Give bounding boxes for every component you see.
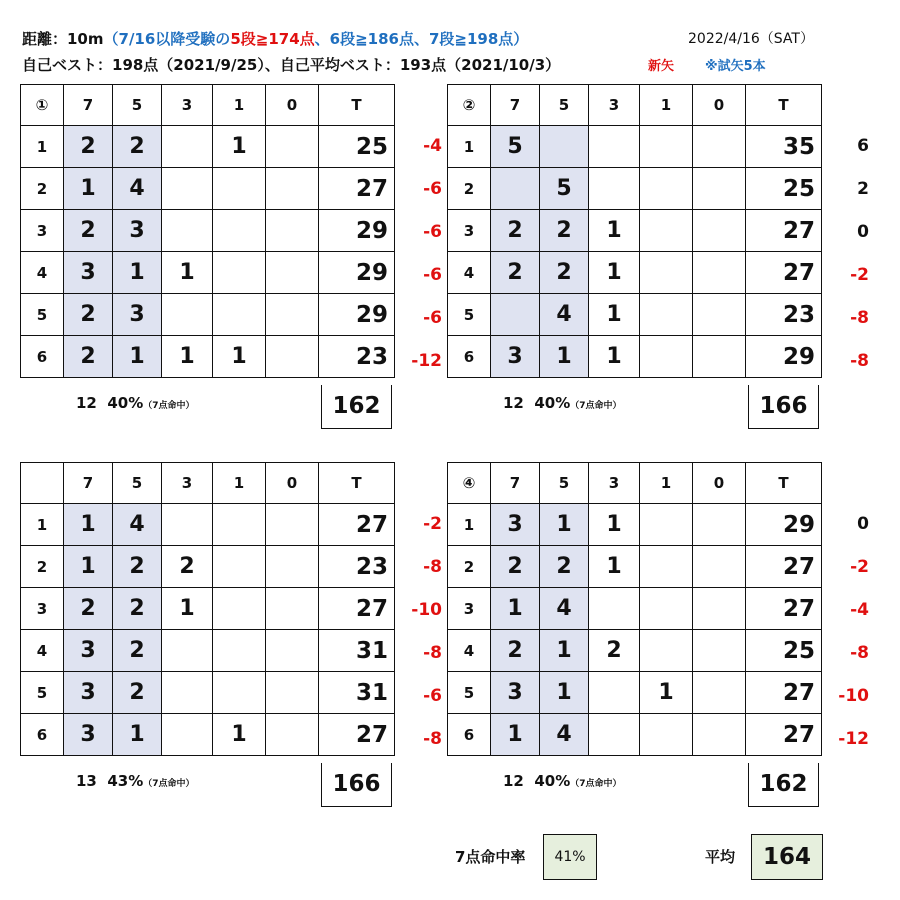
count-7: 2 (64, 210, 113, 252)
end-total: 29 (746, 336, 822, 378)
column-header: T (746, 85, 822, 126)
count-1 (213, 588, 266, 630)
count-3 (589, 168, 640, 210)
count-7: 3 (64, 672, 113, 714)
count-0 (693, 294, 746, 336)
count-1: 1 (213, 126, 266, 168)
column-header: 0 (266, 463, 319, 504)
count-0 (266, 630, 319, 672)
count-7: 3 (64, 630, 113, 672)
exam-note-open: （7/16以降受験の (103, 30, 231, 48)
end-diff: -10 (411, 600, 442, 620)
count-3 (589, 588, 640, 630)
end-number: 2 (21, 168, 64, 210)
card-summary (503, 772, 622, 790)
hit-rate-label: 7点命中率 (455, 848, 526, 866)
card-label: ① (21, 85, 64, 126)
column-header: 5 (540, 463, 589, 504)
end-diff: 6 (857, 136, 869, 156)
end-total: 35 (746, 126, 822, 168)
count-7: 2 (491, 630, 540, 672)
table-row (21, 252, 395, 294)
end-diff: 0 (857, 514, 869, 534)
column-header: 3 (162, 85, 213, 126)
count-7: 1 (64, 504, 113, 546)
table-row (21, 210, 395, 252)
end-total: 27 (319, 588, 395, 630)
end-diff: -8 (423, 729, 442, 749)
end-number: 4 (448, 630, 491, 672)
count-3: 1 (162, 588, 213, 630)
count-7: 3 (491, 672, 540, 714)
end-number: 1 (448, 504, 491, 546)
column-header: 1 (640, 463, 693, 504)
exam-note-rest: 、6段≧186点、7段≧198点） (314, 30, 529, 48)
count-1: 1 (213, 336, 266, 378)
count-5: 2 (113, 630, 162, 672)
end-diff: -8 (850, 351, 869, 371)
column-header: 3 (162, 463, 213, 504)
end-number: 2 (448, 168, 491, 210)
end-total: 25 (746, 168, 822, 210)
table-row (448, 210, 822, 252)
end-total: 27 (746, 546, 822, 588)
table-row (448, 588, 822, 630)
end-diff: -10 (838, 686, 869, 706)
count-0 (266, 168, 319, 210)
count-1 (640, 126, 693, 168)
end-total: 27 (746, 210, 822, 252)
table-row (21, 588, 395, 630)
count-3 (589, 126, 640, 168)
end-total: 27 (319, 504, 395, 546)
column-header: 1 (640, 85, 693, 126)
end-number: 5 (448, 294, 491, 336)
count-1 (640, 294, 693, 336)
count-7 (491, 168, 540, 210)
card-summary (76, 394, 195, 412)
count-3: 1 (589, 252, 640, 294)
count-5: 1 (540, 504, 589, 546)
count-1 (213, 546, 266, 588)
count-0 (693, 546, 746, 588)
column-header: 0 (266, 85, 319, 126)
end-total: 25 (319, 126, 395, 168)
count-5: 4 (540, 588, 589, 630)
end-number: 2 (448, 546, 491, 588)
scorecard-1 (20, 84, 442, 419)
count-1 (213, 630, 266, 672)
end-total: 29 (319, 252, 395, 294)
count-5: 1 (540, 672, 589, 714)
column-header: 7 (491, 85, 540, 126)
hit-note: （7点命中） (570, 779, 622, 789)
count-0 (693, 588, 746, 630)
count-0 (693, 672, 746, 714)
column-header: 0 (693, 85, 746, 126)
end-diff: -6 (423, 222, 442, 242)
average-label: 平均 (705, 848, 736, 866)
count-5: 2 (540, 546, 589, 588)
count-3 (589, 672, 640, 714)
seven-count: 13 (76, 772, 97, 790)
count-3: 2 (162, 546, 213, 588)
count-7: 1 (491, 714, 540, 756)
end-total: 29 (319, 294, 395, 336)
average-value: 164 (751, 834, 823, 880)
card-summary (503, 394, 622, 412)
table-row (448, 252, 822, 294)
card-total: 162 (321, 385, 392, 429)
count-5: 2 (113, 126, 162, 168)
card-total: 166 (748, 385, 819, 429)
count-5: 3 (113, 210, 162, 252)
count-5: 1 (540, 336, 589, 378)
count-7: 2 (64, 294, 113, 336)
end-total: 27 (319, 714, 395, 756)
count-0 (266, 210, 319, 252)
end-number: 3 (21, 588, 64, 630)
count-5: 2 (540, 252, 589, 294)
count-5: 1 (113, 336, 162, 378)
count-3: 1 (589, 546, 640, 588)
count-3 (162, 672, 213, 714)
hit-rate: 40% (534, 394, 571, 412)
end-total: 23 (319, 546, 395, 588)
count-1 (640, 168, 693, 210)
end-diff: 0 (857, 222, 869, 242)
count-5: 4 (540, 294, 589, 336)
new-arrows-label: 新矢 (648, 59, 675, 74)
count-3: 1 (589, 336, 640, 378)
end-diff: -8 (850, 643, 869, 663)
count-7: 2 (64, 126, 113, 168)
end-total: 23 (319, 336, 395, 378)
table-row (21, 126, 395, 168)
count-3: 2 (589, 630, 640, 672)
scorecard-2 (447, 84, 869, 419)
end-number: 5 (21, 672, 64, 714)
end-number: 4 (448, 252, 491, 294)
count-0 (266, 546, 319, 588)
table-row (21, 630, 395, 672)
end-number: 6 (448, 336, 491, 378)
end-diff: -4 (423, 136, 442, 156)
count-0 (693, 168, 746, 210)
count-0 (266, 714, 319, 756)
count-5: 3 (113, 294, 162, 336)
card-label: ④ (448, 463, 491, 504)
column-header: 1 (213, 463, 266, 504)
count-1 (213, 672, 266, 714)
end-diff: -4 (850, 600, 869, 620)
score-table (20, 462, 395, 756)
table-row (21, 336, 395, 378)
count-7: 3 (64, 252, 113, 294)
count-0 (266, 336, 319, 378)
scorecard-3 (20, 462, 442, 797)
count-7: 2 (64, 336, 113, 378)
header-row (21, 85, 395, 126)
column-header: 3 (589, 85, 640, 126)
column-header: 5 (113, 463, 162, 504)
count-0 (693, 252, 746, 294)
count-3 (162, 714, 213, 756)
count-1 (213, 504, 266, 546)
count-7: 1 (64, 168, 113, 210)
header-row (21, 463, 395, 504)
table-row (448, 672, 822, 714)
end-number: 3 (448, 588, 491, 630)
count-0 (693, 336, 746, 378)
end-total: 31 (319, 672, 395, 714)
end-number: 4 (21, 630, 64, 672)
column-header: 7 (64, 85, 113, 126)
count-7: 2 (64, 588, 113, 630)
table-row (21, 294, 395, 336)
count-7: 2 (491, 210, 540, 252)
table-row (448, 504, 822, 546)
score-table (20, 84, 395, 378)
count-7: 2 (491, 546, 540, 588)
count-1: 1 (640, 672, 693, 714)
count-1: 1 (213, 714, 266, 756)
count-0 (266, 294, 319, 336)
count-1 (640, 588, 693, 630)
count-7: 3 (491, 336, 540, 378)
end-total: 27 (746, 672, 822, 714)
column-header: 5 (540, 85, 589, 126)
table-row (448, 546, 822, 588)
column-header: T (319, 85, 395, 126)
end-total: 29 (319, 210, 395, 252)
hit-rate: 40% (107, 394, 144, 412)
count-5: 1 (113, 252, 162, 294)
seven-count: 12 (503, 394, 524, 412)
count-1 (640, 336, 693, 378)
count-5: 2 (113, 672, 162, 714)
end-number: 4 (21, 252, 64, 294)
date-label: 2022/4/16（SAT） (688, 31, 814, 47)
end-number: 1 (21, 504, 64, 546)
end-diff: -6 (423, 308, 442, 328)
count-1 (213, 252, 266, 294)
end-number: 3 (21, 210, 64, 252)
count-5: 4 (540, 714, 589, 756)
header-line-1 (22, 28, 528, 49)
exam-note-5dan: 5段≧174点 (230, 30, 315, 48)
hit-rate: 43% (107, 772, 144, 790)
end-number: 3 (448, 210, 491, 252)
end-number: 5 (21, 294, 64, 336)
count-5: 2 (113, 588, 162, 630)
table-row (21, 672, 395, 714)
count-0 (693, 504, 746, 546)
card-total: 166 (321, 763, 392, 807)
table-row (448, 336, 822, 378)
count-0 (693, 714, 746, 756)
count-5: 5 (540, 168, 589, 210)
card-label (21, 463, 64, 504)
table-row (448, 714, 822, 756)
hit-rate: 40% (534, 772, 571, 790)
count-0 (693, 126, 746, 168)
count-3 (589, 714, 640, 756)
count-3: 1 (162, 336, 213, 378)
hit-rate-value: 41% (543, 834, 597, 880)
count-5: 2 (540, 210, 589, 252)
table-row (448, 126, 822, 168)
count-5: 1 (113, 714, 162, 756)
end-diff: -12 (411, 351, 442, 371)
count-1 (213, 210, 266, 252)
count-0 (266, 252, 319, 294)
column-header: 7 (491, 463, 540, 504)
end-diff: -2 (850, 557, 869, 577)
table-row (448, 630, 822, 672)
end-diff: -6 (423, 686, 442, 706)
count-7: 2 (491, 252, 540, 294)
count-0 (266, 672, 319, 714)
count-0 (693, 630, 746, 672)
card-summary (76, 772, 195, 790)
end-number: 6 (448, 714, 491, 756)
count-7: 5 (491, 126, 540, 168)
end-total: 25 (746, 630, 822, 672)
column-header: T (319, 463, 395, 504)
count-5: 2 (113, 546, 162, 588)
count-1 (640, 714, 693, 756)
end-diff: -12 (838, 729, 869, 749)
end-total: 27 (746, 588, 822, 630)
end-number: 1 (448, 126, 491, 168)
count-3: 1 (589, 210, 640, 252)
end-total: 29 (746, 504, 822, 546)
count-7: 3 (491, 504, 540, 546)
count-7: 3 (64, 714, 113, 756)
count-3: 1 (589, 504, 640, 546)
count-0 (266, 504, 319, 546)
count-3 (162, 126, 213, 168)
seven-count: 12 (503, 772, 524, 790)
count-3: 1 (162, 252, 213, 294)
count-5: 4 (113, 504, 162, 546)
count-3 (162, 210, 213, 252)
end-diff: -8 (423, 643, 442, 663)
column-header: T (746, 463, 822, 504)
distance-label: 距離：10m (22, 30, 104, 48)
end-number: 1 (21, 126, 64, 168)
hit-note: （7点命中） (143, 401, 195, 411)
end-total: 31 (319, 630, 395, 672)
header-row (448, 85, 822, 126)
card-total: 162 (748, 763, 819, 807)
end-diff: -8 (850, 308, 869, 328)
count-5: 4 (113, 168, 162, 210)
count-1 (640, 252, 693, 294)
end-diff: -8 (423, 557, 442, 577)
count-1 (213, 168, 266, 210)
count-1 (640, 546, 693, 588)
table-row (21, 504, 395, 546)
header-row (448, 463, 822, 504)
end-total: 27 (319, 168, 395, 210)
end-diff: 2 (857, 179, 869, 199)
count-3 (162, 630, 213, 672)
count-3: 1 (589, 294, 640, 336)
column-header: 0 (693, 463, 746, 504)
count-1 (640, 630, 693, 672)
count-3 (162, 168, 213, 210)
count-3 (162, 294, 213, 336)
trial-arrows-label: ※試矢5本 (705, 59, 766, 74)
end-number: 6 (21, 336, 64, 378)
end-total: 27 (746, 714, 822, 756)
count-1 (213, 294, 266, 336)
seven-count: 12 (76, 394, 97, 412)
count-7 (491, 294, 540, 336)
column-header: 1 (213, 85, 266, 126)
count-0 (266, 588, 319, 630)
column-header: 7 (64, 463, 113, 504)
end-number: 6 (21, 714, 64, 756)
count-7: 1 (491, 588, 540, 630)
end-total: 27 (746, 252, 822, 294)
scorecard-4 (447, 462, 869, 797)
end-total: 23 (746, 294, 822, 336)
count-0 (693, 210, 746, 252)
count-3 (162, 504, 213, 546)
self-best-label: 自己ベスト：198点（2021/9/25）、自己平均ベスト：193点（2021/10/3） (22, 56, 561, 74)
hit-note: （7点命中） (143, 779, 195, 789)
end-diff: -6 (423, 265, 442, 285)
score-table (447, 84, 822, 378)
hit-note: （7点命中） (570, 401, 622, 411)
end-diff: -6 (423, 179, 442, 199)
table-row (21, 168, 395, 210)
table-row (448, 294, 822, 336)
end-number: 2 (21, 546, 64, 588)
count-1 (640, 504, 693, 546)
end-diff: -2 (850, 265, 869, 285)
count-0 (266, 126, 319, 168)
table-row (21, 546, 395, 588)
count-5: 1 (540, 630, 589, 672)
count-5 (540, 126, 589, 168)
end-number: 5 (448, 672, 491, 714)
count-1 (640, 210, 693, 252)
column-header: 5 (113, 85, 162, 126)
end-diff: -2 (423, 514, 442, 534)
table-row (21, 714, 395, 756)
card-label: ② (448, 85, 491, 126)
count-7: 1 (64, 546, 113, 588)
table-row (448, 168, 822, 210)
column-header: 3 (589, 463, 640, 504)
score-table (447, 462, 822, 756)
